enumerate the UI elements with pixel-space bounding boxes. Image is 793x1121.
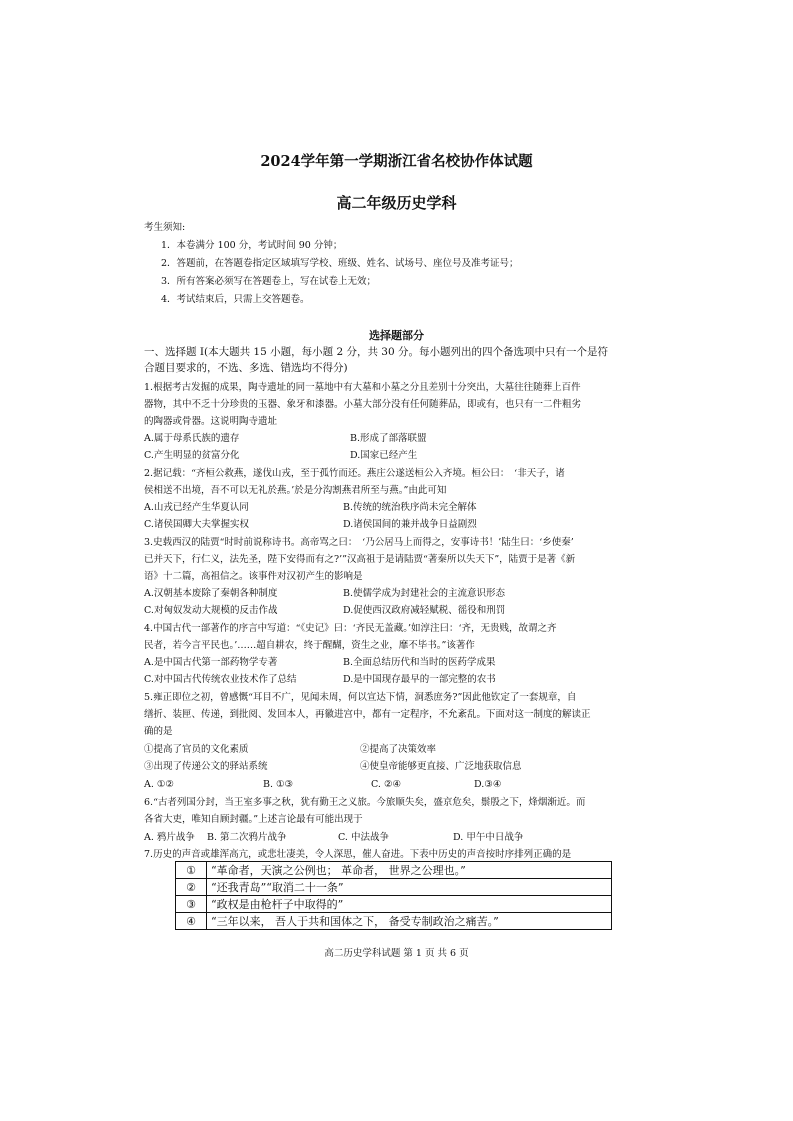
q5-statement-4: ④使皇帝能够更直接、广泛地获取信息 — [360, 761, 522, 772]
q5-option-b: B. ①③ — [263, 779, 294, 790]
q1-stem: 器物，其中不乏十分珍贵的玉器、象牙和漆器。小墓大部分没有任何随葬品，即或有，也只有一二件粗劣 — [144, 399, 582, 410]
table-cell-text: “革命者，天演之公例也； 革命者， 世界之公理也。” — [207, 862, 612, 879]
section-intro: 合题目要求的，不选、多选、错选均不得分) — [144, 362, 348, 374]
q2-option-b: B.传统的统治秩序尚未完全解体 — [343, 502, 477, 513]
table-cell-text: “政权是由枪杆子中取得的” — [207, 896, 612, 913]
q3-stem: 语》十二篇，高祖信之。该事件对汉初产生的影响是 — [144, 571, 363, 582]
q5-statement-3: ③出现了传递公文的驿站系统 — [144, 761, 268, 772]
q3-stem: 已并天下，行仁义，法先圣，陛下安得而有之?’”汉高祖于是请陆贾“著秦所以失天下”，陆贾于是著《新 — [144, 554, 576, 565]
q1-stem: 的陶器或骨器。这说明陶寺遗址 — [144, 416, 278, 427]
q5-option-a: A. ①② — [144, 779, 174, 790]
q7-table — [175, 861, 612, 930]
notice-heading: 考生须知: — [144, 222, 186, 233]
q4-option-d: D.是中国现存最早的一部完整的农书 — [343, 674, 496, 685]
table-cell-text: “还我青岛”“取消二十一条” — [207, 879, 612, 896]
exam-title: 2024学年第一学期浙江省名校协作体试题 — [260, 153, 533, 170]
section-title: 选择题部分 — [369, 329, 424, 342]
q4-stem: 4.中国古代一部著作的序言中写道：“《史记》曰：‘齐民无盖藏。’如淳注曰：‘齐，无贵贱，故谓之齐 — [144, 623, 557, 634]
q5-statement-2: ②提高了决策效率 — [360, 744, 437, 755]
table-cell-num: ② — [176, 879, 207, 896]
q2-option-d: D.诸侯国间的兼并战争日益剧烈 — [343, 519, 477, 530]
notice-item: 3．所有答案必须写在答题卷上，写在试卷上无效； — [161, 276, 377, 287]
q1-option-b: B.形成了部落联盟 — [350, 433, 427, 444]
table-cell-text: “三年以来， 吾人于共和国体之下， 备受专制政治之痛苦。” — [207, 913, 612, 930]
q2-stem: 2.据记载：“齐桓公救燕，遂伐山戎，至于孤竹而还。燕庄公遂送桓公入齐境。桓公曰： ‘非天子，诸 — [144, 468, 565, 479]
page-footer: 高二历史学科试题 第 1 页 共 6 页 — [324, 948, 469, 959]
table-row — [176, 896, 612, 913]
q7-stem: 7.历史的声音或雄浑高亢，或悲壮凄美，令人深思，催人奋进。下表中历史的声音按时序排列正确的是 — [144, 849, 572, 860]
section-intro: 一、选择题 Ⅰ(本大题共 15 小题，每小题 2 分，共 30 分。每小题列出的四个备选项中只有一个是符 — [144, 346, 609, 358]
q1-option-c: C.产生明显的贫富分化 — [144, 450, 240, 461]
notice-item: 4．考试结束后，只需上交答题卷。 — [161, 294, 310, 305]
q3-option-a: A.汉朝基本废除了秦朝各种制度 — [144, 588, 278, 599]
q5-statement-1: ①提高了官员的文化素质 — [144, 744, 249, 755]
q4-option-a: A.是中国古代第一部药物学专著 — [144, 657, 278, 668]
q4-option-c: C.对中国古代传统农业技术作了总结 — [144, 674, 297, 685]
notice-item: 2．答题前，在答题卷指定区域填写学校、班级、姓名、试场号、座位号及准考证号； — [161, 258, 519, 269]
q2-option-c: C.诸侯国卿大夫掌握实权 — [144, 519, 249, 530]
table-cell-num: ④ — [176, 913, 207, 930]
q3-stem: 3.史载西汉的陆贾“时时前说称诗书。高帝骂之曰： ‘乃公居马上而得之，安事诗书！’陆生曰：‘乡使秦’ — [144, 537, 574, 548]
q1-option-a: A.属于母系氏族的遗存 — [144, 433, 240, 444]
q5-option-d: D.③④ — [474, 779, 502, 790]
q6-stem: 各省大吏，唯知自顾封疆。”上述言论最有可能出现于 — [144, 814, 363, 825]
q4-stem: 民者，若今言平民也。’……超自耕农，终于醒醐，资生之业，靡不毕书。”该著作 — [144, 640, 475, 651]
table-row — [176, 879, 612, 896]
q5-stem: 缮折、装匣、传递，到批阅、发回本人，再徽进宫中，都有一定程序，不允紊乱。下面对这一制度的解读正 — [144, 709, 591, 720]
q6-option-b: B. 第二次鸦片战争 — [207, 832, 287, 843]
q6-option-d: D. 甲午中日战争 — [453, 832, 524, 843]
notice-item: 1．本卷满分 100 分，考试时间 90 分钟； — [161, 240, 343, 251]
table-cell-num: ① — [176, 862, 207, 879]
q5-stem: 确的是 — [144, 726, 173, 737]
q2-option-a: A.山戎已经产生华夏认同 — [144, 502, 249, 513]
q3-option-c: C.对匈奴发动大规模的反击作战 — [144, 605, 278, 616]
q5-option-c: C. ②④ — [371, 779, 402, 790]
q6-option-c: C. 中法战争 — [338, 832, 389, 843]
q5-stem: 5.雍正即位之初，曾感慨“耳目不广，见闻未周，何以宣达下情，洞悉庶务?”因此他钦定了一套规章，自 — [144, 692, 577, 703]
table-row — [176, 862, 612, 879]
q1-option-d: D.国家已经产生 — [350, 450, 418, 461]
q3-option-d: D.促使西汉政府减轻赋税、徭役和刑罚 — [343, 605, 506, 616]
table-cell-num: ③ — [176, 896, 207, 913]
q2-stem: 侯相送不出境，吾不可以无礼於燕。’於是分沟割燕君所至与燕。”由此可知 — [144, 485, 447, 496]
exam-subtitle: 高二年级历史学科 — [336, 194, 457, 212]
q1-stem: 1.根据考古发掘的成果，陶寺遗址的同一墓地中有大墓和小墓之分且差别十分突出，大墓往往随葬上百件 — [144, 382, 581, 393]
table-row — [176, 913, 612, 930]
q6-option-a: A. 鸦片战争 — [144, 832, 195, 843]
q6-stem: 6.“古者列国分封，当王室多事之秋，犹有勤王之义旅。今旅顺失矣，盛京危矣，鬃殷之下，烽烟渐近。而 — [144, 797, 586, 808]
q3-option-b: B.使儒学成为封建社会的主流意识形态 — [343, 588, 506, 599]
q4-option-b: B.全面总结历代和当时的医药学成果 — [343, 657, 496, 668]
